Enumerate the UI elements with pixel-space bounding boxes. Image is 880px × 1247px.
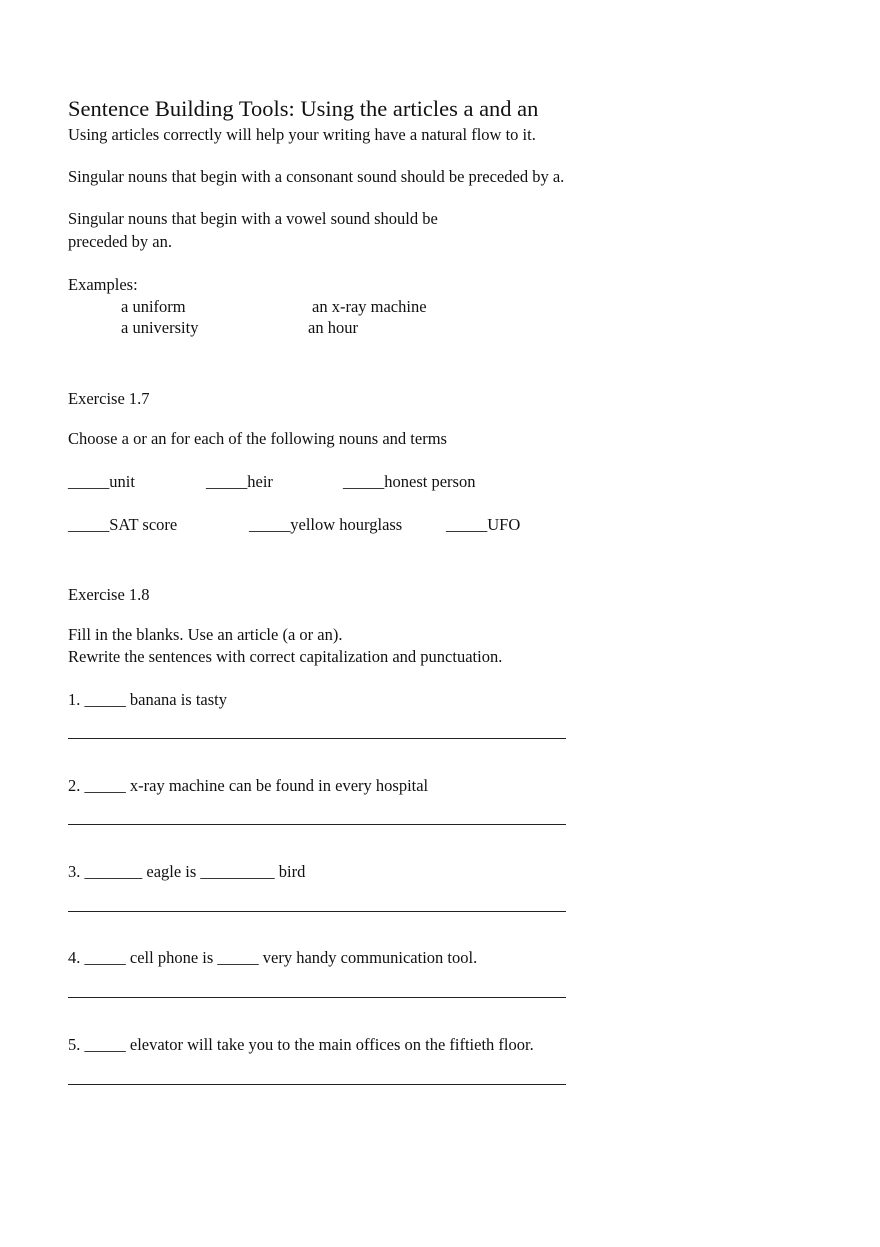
intro-text: Using articles correctly will help your writing have a natural flow to it. <box>68 125 536 144</box>
noun-item-yellow-hourglass[interactable]: _____yellow hourglass <box>249 515 403 534</box>
exercise-1-7-heading: Exercise 1.7 <box>68 389 150 408</box>
sentence-1[interactable]: 1. _____ banana is tasty <box>68 690 228 709</box>
noun-item-heir[interactable]: _____heir <box>206 472 273 491</box>
noun-item-honest-person[interactable]: _____honest person <box>343 472 476 491</box>
answer-line-2[interactable] <box>68 824 566 825</box>
answer-line-4[interactable] <box>68 997 566 998</box>
example-a-uniform: a uniform <box>121 297 186 316</box>
answer-line-5[interactable] <box>68 1084 566 1085</box>
exercise-1-8-heading: Exercise 1.8 <box>68 585 150 604</box>
example-an-xray: an x-ray machine <box>312 297 427 316</box>
example-an-hour: an hour <box>308 318 358 337</box>
sentence-5[interactable]: 5. _____ elevator will take you to the main offices on the fiftieth floor. <box>68 1035 534 1054</box>
consonant-rule: Singular nouns that begin with a consonant sound should be preceded by a. <box>68 167 565 186</box>
answer-line-1[interactable] <box>68 738 566 739</box>
examples-label: Examples: <box>68 275 138 294</box>
vowel-rule-line1: Singular nouns that begin with a vowel sound should be <box>68 209 438 228</box>
page-title: Sentence Building Tools: Using the articles a and an <box>68 96 539 121</box>
noun-item-ufo[interactable]: _____UFO <box>446 515 521 534</box>
exercise-1-7-instruction: Choose a or an for each of the following nouns and terms <box>68 429 447 448</box>
sentence-2[interactable]: 2. _____ x-ray machine can be found in every hospital <box>68 776 429 795</box>
answer-line-3[interactable] <box>68 911 566 912</box>
exercise-1-8-instruction-line1: Fill in the blanks. Use an article (a or an). <box>68 625 343 644</box>
noun-item-sat-score[interactable]: _____SAT score <box>68 515 178 534</box>
vowel-rule-line2: preceded by an. <box>68 232 172 251</box>
example-a-university: a university <box>121 318 199 337</box>
noun-item-unit[interactable]: _____unit <box>68 472 135 491</box>
sentence-4[interactable]: 4. _____ cell phone is _____ very handy communication tool. <box>68 948 478 967</box>
exercise-1-8-instruction-line2: Rewrite the sentences with correct capitalization and punctuation. <box>68 647 503 666</box>
sentence-3[interactable]: 3. _______ eagle is _________ bird <box>68 862 306 881</box>
